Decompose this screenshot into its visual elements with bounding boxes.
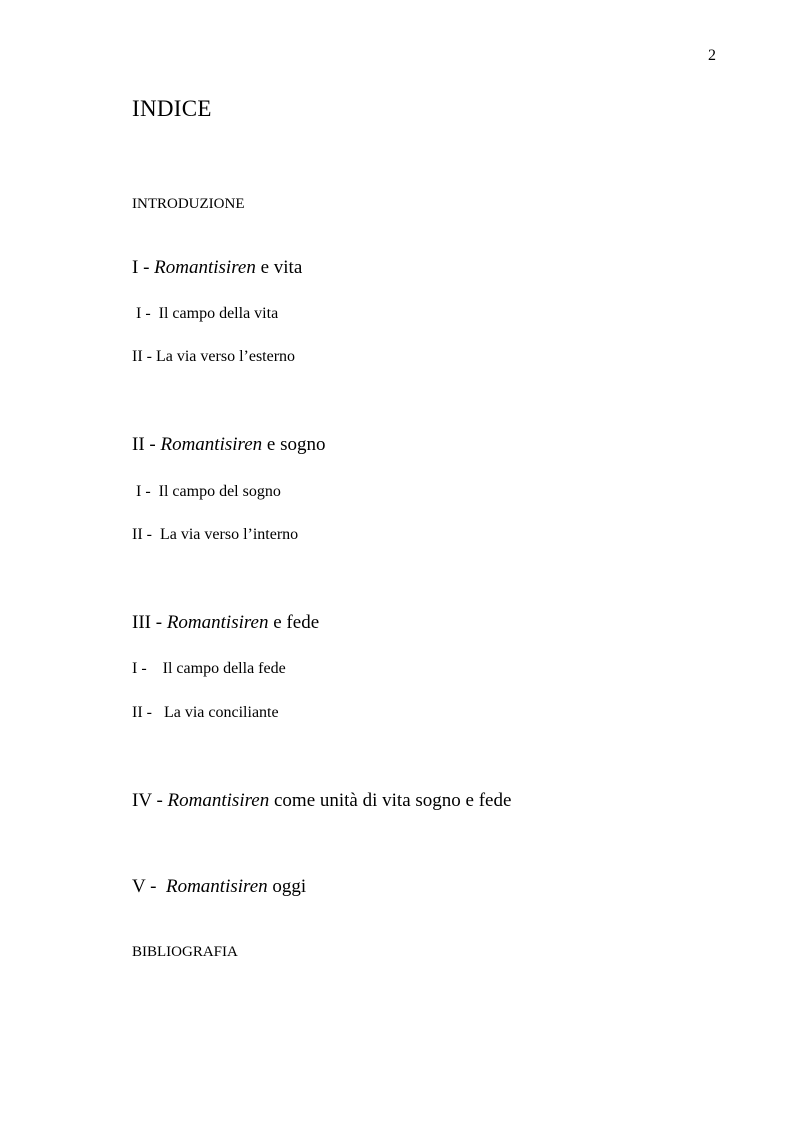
toc-chapter-2-section-1: I - Il campo del sogno: [132, 483, 281, 500]
chapter-2-prefix: II -: [132, 434, 161, 455]
toc-chapter-1-section-1: I - Il campo della vita: [132, 305, 279, 322]
toc-chapter-1-section-2: II - La via verso l’esterno: [132, 348, 296, 365]
toc-chapter-3-section-1: I - Il campo della fede: [132, 660, 286, 677]
toc-chapter-2-section-2: II - La via verso l’interno: [132, 526, 299, 543]
toc-chapter-3: [132, 611, 319, 635]
toc-chapter-3-section-2: II - La via conciliante: [132, 704, 279, 721]
page-title: INDICE: [132, 96, 212, 121]
toc-chapter-5: [132, 875, 306, 899]
toc-chapter-2: [132, 433, 326, 457]
chapter-4-suffix: come unità di vita sogno e fede: [269, 790, 512, 811]
chapter-1-prefix: I -: [132, 257, 155, 278]
toc-chapter-1: [132, 256, 302, 280]
chapter-1-work-title: Romantisiren: [154, 257, 256, 278]
toc-introduction: INTRODUZIONE: [132, 196, 245, 212]
chapter-4-work-title: Romantisiren: [167, 790, 270, 811]
toc-bibliography: BIBLIOGRAFIA: [132, 944, 238, 960]
chapter-5-suffix: oggi: [267, 876, 307, 897]
chapter-2-work-title: Romantisiren: [160, 434, 263, 455]
chapter-4-prefix: IV -: [132, 790, 168, 811]
chapter-5-prefix: V -: [132, 876, 166, 897]
chapter-5-work-title: Romantisiren: [165, 876, 268, 897]
toc-chapter-4: [132, 789, 511, 813]
chapter-3-suffix: e fede: [268, 612, 320, 633]
chapter-1-suffix: e vita: [255, 257, 303, 278]
chapter-3-prefix: III -: [132, 612, 167, 633]
chapter-2-suffix: e sogno: [262, 434, 326, 455]
chapter-3-work-title: Romantisiren: [166, 612, 269, 633]
page-number: 2: [708, 47, 716, 64]
